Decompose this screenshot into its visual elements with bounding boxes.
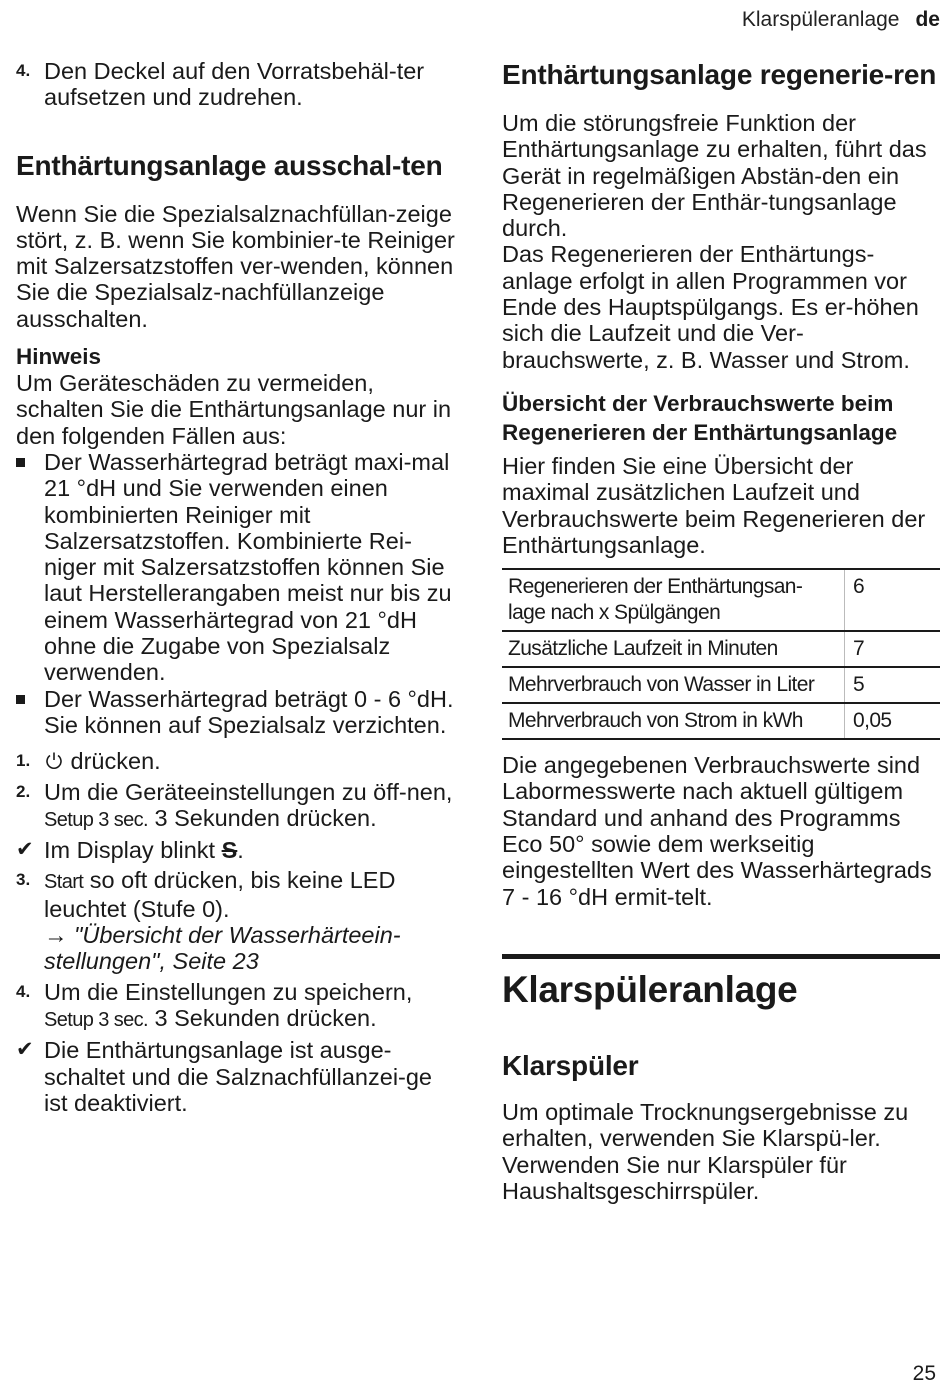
- sub-heading: Übersicht der Verbrauchswerte beim Regenerieren der Enthärtungsanlage: [502, 390, 898, 445]
- paragraph: Die angegebenen Verbrauchswerte sind Labormesswerte nach aktuell gültigem Standard und anhand des Programms Eco 50° sowie dem werkseitig eingestellten Wert des Wasserhärtegrads 7 - 16 °dH ermit-telt.: [502, 752, 932, 910]
- paragraph: Verwenden Sie nur Klarspüler für Haushaltsgeschirrspüler.: [502, 1151, 847, 1204]
- power-icon: [44, 748, 64, 774]
- note-title: Hinweis: [16, 344, 102, 370]
- result-item: ✔ Im Display blinkt S.: [16, 837, 244, 864]
- step-number: 4.: [16, 61, 31, 80]
- section-heading: Klarspüler: [502, 1049, 639, 1081]
- step-number: 3.: [16, 870, 31, 890]
- table-cell-label: Mehrverbrauch von Strom in kWh: [502, 703, 845, 739]
- left-column: [16, 58, 456, 1116]
- running-header: [742, 8, 940, 32]
- setup-button-label: Setup 3 sec.: [44, 1008, 148, 1031]
- section-heading: Enthärtungsanlage ausschal-ten: [16, 149, 443, 181]
- cross-reference: → "Übersicht der Wasserhärteein-stellungen", Seite 23: [44, 922, 401, 975]
- step-number: 1.: [16, 751, 31, 771]
- step-item: [16, 867, 456, 974]
- check-icon: ✔: [16, 1038, 34, 1062]
- header-section-title: Klarspüleranlage: [741, 8, 900, 31]
- step-item: [16, 779, 456, 834]
- table-cell-value: 7: [845, 631, 941, 667]
- step-item: [16, 58, 456, 111]
- setup-button-label: Setup 3 sec.: [44, 808, 148, 831]
- table-row: [502, 667, 940, 703]
- chapter-title: Klarspüleranlage: [502, 968, 798, 1010]
- bullet-item: [16, 686, 456, 739]
- note-text: Um Geräteschäden zu vermeiden, schalten Sie die Enthärtungsanlage nur in den folgenden Fällen aus:: [16, 370, 452, 449]
- page-number: 25: [912, 1362, 936, 1385]
- table-cell-label: Zusätzliche Laufzeit in Minuten: [502, 631, 845, 667]
- table-cell-value: 0,05: [845, 703, 941, 739]
- step-text: so oft drücken, bis keine LED leuchtet (Stufe 0).: [44, 867, 396, 922]
- display-symbol: S: [221, 837, 238, 864]
- paragraph: Wenn Sie die Spezialsalznachfüllan-zeige stört, z. B. wenn Sie kombinier-te Reiniger mit Salzersatzstoffen ver-wenden, können Sie die Spezialsalz-nachfüllanzeige ausschalten.: [16, 200, 455, 332]
- table-row: [502, 703, 940, 739]
- result-item: [16, 1037, 456, 1116]
- step-text: Um die Geräteeinstellungen zu öff-nen,: [44, 778, 453, 805]
- bullet-item: [16, 449, 456, 686]
- header-language: de: [915, 8, 940, 31]
- bullet-text: Der Wasserhärtegrad beträgt maxi-mal 21 °dH und Sie verwenden einen kombinierten Reiniger mit Salzersatzstoffen. Kombinierte Rei-niger mit Salzersatzstoffen können Sie laut Herstellerangaben meist nur bis zu einem Wasserhärtegrad von 21 °dH ohne die Zugabe von Spezialsalz verwenden.: [44, 448, 452, 686]
- paragraph: Das Regenerieren der Enthärtungs-anlage erfolgt in allen Programmen vor Ende des Hauptspülgangs. Es er-höhen sich die Laufzeit und die Ver-brauchswerte, z. B. Wasser und Strom.: [502, 241, 919, 373]
- table-cell-label: Regenerieren der Enthärtungsan-lage nach x Spülgängen: [502, 569, 845, 631]
- step-text: Um die Einstellungen zu speichern,: [44, 978, 413, 1005]
- step-text: 3 Sekunden drücken.: [154, 1004, 377, 1031]
- square-bullet-icon: [16, 695, 25, 704]
- start-button-label: Start: [44, 871, 84, 894]
- step-item: [16, 979, 456, 1034]
- right-column: [502, 58, 940, 1204]
- step-number: 2.: [16, 781, 31, 801]
- paragraph: Um optimale Trocknungsergebnisse zu erhalten, verwenden Sie Klarspü-ler.: [502, 1098, 909, 1152]
- paragraph: Um die störungsfreie Funktion der Enthärtungsanlage zu erhalten, führt das Gerät in regelmäßigen Abstän-den ein Regenerieren der Enthär-tungsanlage durch.: [502, 110, 927, 242]
- step-number: 4.: [16, 981, 31, 1001]
- table-row: [502, 569, 940, 631]
- paragraph: Hier finden Sie eine Übersicht der maximal zusätzlichen Laufzeit und Verbrauchswerte beim Regenerieren der Enthärtungsanlage.: [502, 452, 926, 558]
- table-cell-value: 5: [845, 667, 941, 703]
- step-text: 3 Sekunden drücken.: [154, 804, 377, 831]
- check-icon: ✔: [16, 838, 34, 862]
- bullet-text: Der Wasserhärtegrad beträgt 0 - 6 °dH. Sie können auf Spezialsalz verzichten.: [44, 685, 454, 738]
- table-cell-label: Mehrverbrauch von Wasser in Liter: [502, 667, 845, 703]
- step-text: drücken.: [70, 748, 161, 775]
- consumption-table: [502, 568, 940, 740]
- table-cell-value: 6: [845, 569, 941, 631]
- square-bullet-icon: [16, 458, 25, 467]
- result-text: Die Enthärtungsanlage ist ausge-schaltet und die Salznachfüllanzei-ge ist deaktiviert.: [44, 1037, 433, 1116]
- chapter-divider: [502, 954, 940, 959]
- section-heading: Enthärtungsanlage regenerie-ren: [502, 59, 937, 90]
- table-row: [502, 631, 940, 667]
- step-item: [16, 748, 456, 774]
- step-text: Den Deckel auf den Vorratsbehäl-ter aufsetzen und zudrehen.: [44, 58, 425, 111]
- result-text: Im Display blinkt: [44, 837, 216, 864]
